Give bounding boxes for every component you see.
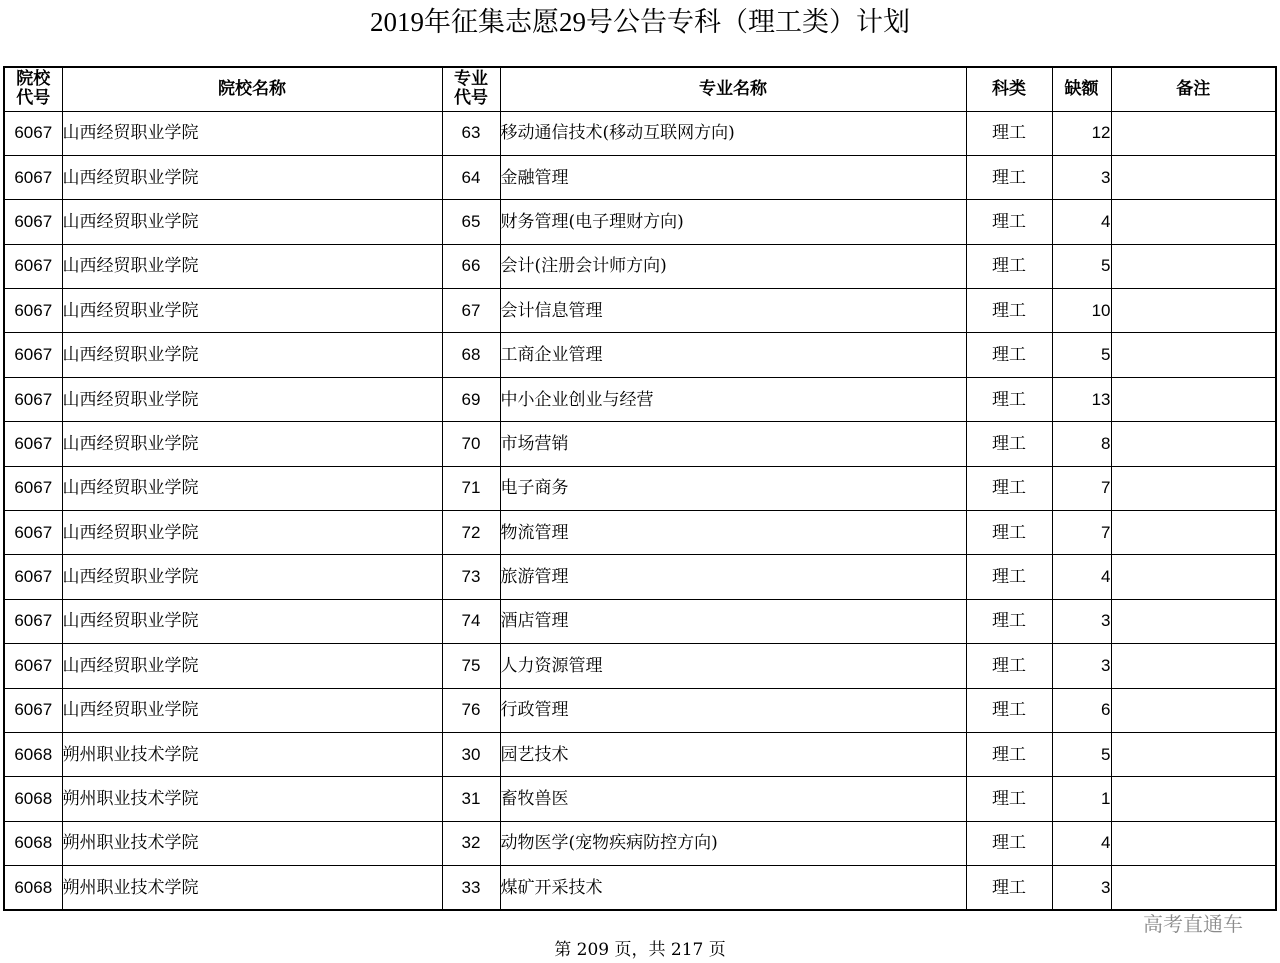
major-code-cell: 64	[442, 155, 500, 199]
table-row	[4, 155, 1276, 199]
school-code-cell: 6068	[4, 866, 62, 910]
remark-cell	[1111, 777, 1276, 821]
vacancy-cell: 3	[1052, 644, 1111, 688]
table-row	[4, 511, 1276, 555]
major-code-cell: 76	[442, 688, 500, 732]
major-code-cell: 70	[442, 422, 500, 466]
remark-cell	[1111, 688, 1276, 732]
major-name-cell: 金融管理	[500, 155, 966, 199]
school-name-cell: 山西经贸职业学院	[62, 377, 442, 421]
school-code-cell: 6067	[4, 200, 62, 244]
school-name-cell: 山西经贸职业学院	[62, 466, 442, 510]
major-name-cell: 移动通信技术(移动互联网方向)	[500, 111, 966, 155]
remark-cell	[1111, 244, 1276, 288]
major-code-cell: 33	[442, 866, 500, 910]
major-code-cell: 67	[442, 289, 500, 333]
school-name-cell: 山西经贸职业学院	[62, 688, 442, 732]
header-school-code-line: 代号	[16, 88, 51, 109]
category-cell: 理工	[966, 289, 1052, 333]
header-school-code	[4, 67, 62, 111]
category-cell: 理工	[966, 200, 1052, 244]
school-name-cell: 山西经贸职业学院	[62, 111, 442, 155]
remark-cell	[1111, 821, 1276, 865]
school-code-cell: 6067	[4, 333, 62, 377]
major-name-cell: 电子商务	[500, 466, 966, 510]
remark-cell	[1111, 644, 1276, 688]
school-code-cell: 6067	[4, 511, 62, 555]
table-body	[4, 111, 1276, 910]
header-category: 科类	[966, 67, 1052, 111]
major-name-cell: 动物医学(宠物疾病防控方向)	[500, 821, 966, 865]
major-code-cell: 31	[442, 777, 500, 821]
school-name-cell: 朔州职业技术学院	[62, 777, 442, 821]
table-row	[4, 466, 1276, 510]
school-name-cell: 朔州职业技术学院	[62, 732, 442, 776]
school-code-cell: 6068	[4, 777, 62, 821]
school-code-cell: 6068	[4, 821, 62, 865]
remark-cell	[1111, 200, 1276, 244]
major-name-cell: 物流管理	[500, 511, 966, 555]
school-code-cell: 6067	[4, 155, 62, 199]
vacancy-cell: 12	[1052, 111, 1111, 155]
school-name-cell: 山西经贸职业学院	[62, 555, 442, 599]
remark-cell	[1111, 466, 1276, 510]
header-school-name: 院校名称	[62, 67, 442, 111]
major-code-cell: 30	[442, 732, 500, 776]
vacancy-cell: 1	[1052, 777, 1111, 821]
category-cell: 理工	[966, 244, 1052, 288]
school-code-cell: 6067	[4, 111, 62, 155]
school-name-cell: 山西经贸职业学院	[62, 155, 442, 199]
vacancy-cell: 13	[1052, 377, 1111, 421]
school-name-cell: 山西经贸职业学院	[62, 644, 442, 688]
school-code-cell: 6067	[4, 688, 62, 732]
vacancy-cell: 7	[1052, 466, 1111, 510]
school-name-cell: 山西经贸职业学院	[62, 200, 442, 244]
page-title: 2019年征集志愿29号公告专科（理工类）计划	[370, 7, 910, 37]
header-major-code-line: 代号	[454, 88, 488, 109]
major-name-cell: 中小企业创业与经营	[500, 377, 966, 421]
remark-cell	[1111, 377, 1276, 421]
category-cell: 理工	[966, 644, 1052, 688]
header-remark: 备注	[1111, 67, 1276, 111]
school-name-cell: 朔州职业技术学院	[62, 866, 442, 910]
school-code-cell: 6067	[4, 644, 62, 688]
table-row	[4, 244, 1276, 288]
major-code-cell: 63	[442, 111, 500, 155]
major-code-cell: 74	[442, 599, 500, 643]
vacancy-cell: 3	[1052, 155, 1111, 199]
major-name-cell: 市场营销	[500, 422, 966, 466]
school-name-cell: 山西经贸职业学院	[62, 599, 442, 643]
major-name-cell: 畜牧兽医	[500, 777, 966, 821]
major-name-cell: 行政管理	[500, 688, 966, 732]
header-row	[4, 67, 1276, 111]
school-name-cell: 山西经贸职业学院	[62, 244, 442, 288]
table-row	[4, 555, 1276, 599]
school-name-cell: 山西经贸职业学院	[62, 333, 442, 377]
major-name-cell: 财务管理(电子理财方向)	[500, 200, 966, 244]
major-code-cell: 71	[442, 466, 500, 510]
vacancy-cell: 10	[1052, 289, 1111, 333]
table-row	[4, 111, 1276, 155]
school-code-cell: 6067	[4, 289, 62, 333]
vacancy-cell: 4	[1052, 555, 1111, 599]
school-code-cell: 6068	[4, 732, 62, 776]
remark-cell	[1111, 599, 1276, 643]
school-code-cell: 6067	[4, 599, 62, 643]
category-cell: 理工	[966, 821, 1052, 865]
major-name-cell: 旅游管理	[500, 555, 966, 599]
school-code-cell: 6067	[4, 377, 62, 421]
school-code-cell: 6067	[4, 244, 62, 288]
remark-cell	[1111, 732, 1276, 776]
category-cell: 理工	[966, 688, 1052, 732]
major-code-cell: 72	[442, 511, 500, 555]
header-school-code-line: 院校	[16, 69, 51, 90]
school-code-cell: 6067	[4, 555, 62, 599]
header-major-code	[442, 67, 500, 111]
major-name-cell: 煤矿开采技术	[500, 866, 966, 910]
remark-cell	[1111, 422, 1276, 466]
major-name-cell: 会计(注册会计师方向)	[500, 244, 966, 288]
table-row	[4, 289, 1276, 333]
vacancy-cell: 5	[1052, 244, 1111, 288]
remark-cell	[1111, 511, 1276, 555]
table-row	[4, 377, 1276, 421]
table-row	[4, 688, 1276, 732]
vacancy-cell: 3	[1052, 599, 1111, 643]
remark-cell	[1111, 866, 1276, 910]
category-cell: 理工	[966, 422, 1052, 466]
table-row	[4, 777, 1276, 821]
table-row	[4, 821, 1276, 865]
major-code-cell: 69	[442, 377, 500, 421]
major-code-cell: 65	[442, 200, 500, 244]
table-row	[4, 644, 1276, 688]
remark-cell	[1111, 155, 1276, 199]
header-vacancy: 缺额	[1052, 67, 1111, 111]
school-code-cell: 6067	[4, 466, 62, 510]
school-code-cell: 6067	[4, 422, 62, 466]
remark-cell	[1111, 333, 1276, 377]
category-cell: 理工	[966, 866, 1052, 910]
school-name-cell: 山西经贸职业学院	[62, 422, 442, 466]
major-name-cell: 工商企业管理	[500, 333, 966, 377]
category-cell: 理工	[966, 555, 1052, 599]
table-row	[4, 422, 1276, 466]
vacancy-cell: 7	[1052, 511, 1111, 555]
remark-cell	[1111, 111, 1276, 155]
major-code-cell: 32	[442, 821, 500, 865]
major-code-cell: 66	[442, 244, 500, 288]
school-name-cell: 山西经贸职业学院	[62, 511, 442, 555]
vacancy-cell: 5	[1052, 333, 1111, 377]
watermark-text: 高考直通车	[1143, 912, 1243, 936]
major-name-cell: 园艺技术	[500, 732, 966, 776]
major-name-cell: 会计信息管理	[500, 289, 966, 333]
header-major-name: 专业名称	[500, 67, 966, 111]
vacancy-cell: 8	[1052, 422, 1111, 466]
vacancy-cell: 4	[1052, 821, 1111, 865]
category-cell: 理工	[966, 511, 1052, 555]
header-major-code-line: 专业	[454, 69, 488, 90]
major-code-cell: 68	[442, 333, 500, 377]
category-cell: 理工	[966, 377, 1052, 421]
major-name-cell: 人力资源管理	[500, 644, 966, 688]
category-cell: 理工	[966, 333, 1052, 377]
vacancy-cell: 6	[1052, 688, 1111, 732]
major-name-cell: 酒店管理	[500, 599, 966, 643]
school-name-cell: 朔州职业技术学院	[62, 821, 442, 865]
major-code-cell: 75	[442, 644, 500, 688]
remark-cell	[1111, 289, 1276, 333]
category-cell: 理工	[966, 155, 1052, 199]
table-row	[4, 333, 1276, 377]
category-cell: 理工	[966, 732, 1052, 776]
vacancy-cell: 3	[1052, 866, 1111, 910]
category-cell: 理工	[966, 111, 1052, 155]
school-name-cell: 山西经贸职业学院	[62, 289, 442, 333]
vacancy-cell: 5	[1052, 732, 1111, 776]
table-row	[4, 732, 1276, 776]
major-code-cell: 73	[442, 555, 500, 599]
table-row	[4, 599, 1276, 643]
plan-table	[3, 66, 1277, 911]
vacancy-cell: 4	[1052, 200, 1111, 244]
table-row	[4, 866, 1276, 910]
category-cell: 理工	[966, 777, 1052, 821]
table-row	[4, 200, 1276, 244]
page-footer: 第 209 页，共 217 页	[554, 940, 726, 960]
category-cell: 理工	[966, 599, 1052, 643]
category-cell: 理工	[966, 466, 1052, 510]
remark-cell	[1111, 555, 1276, 599]
